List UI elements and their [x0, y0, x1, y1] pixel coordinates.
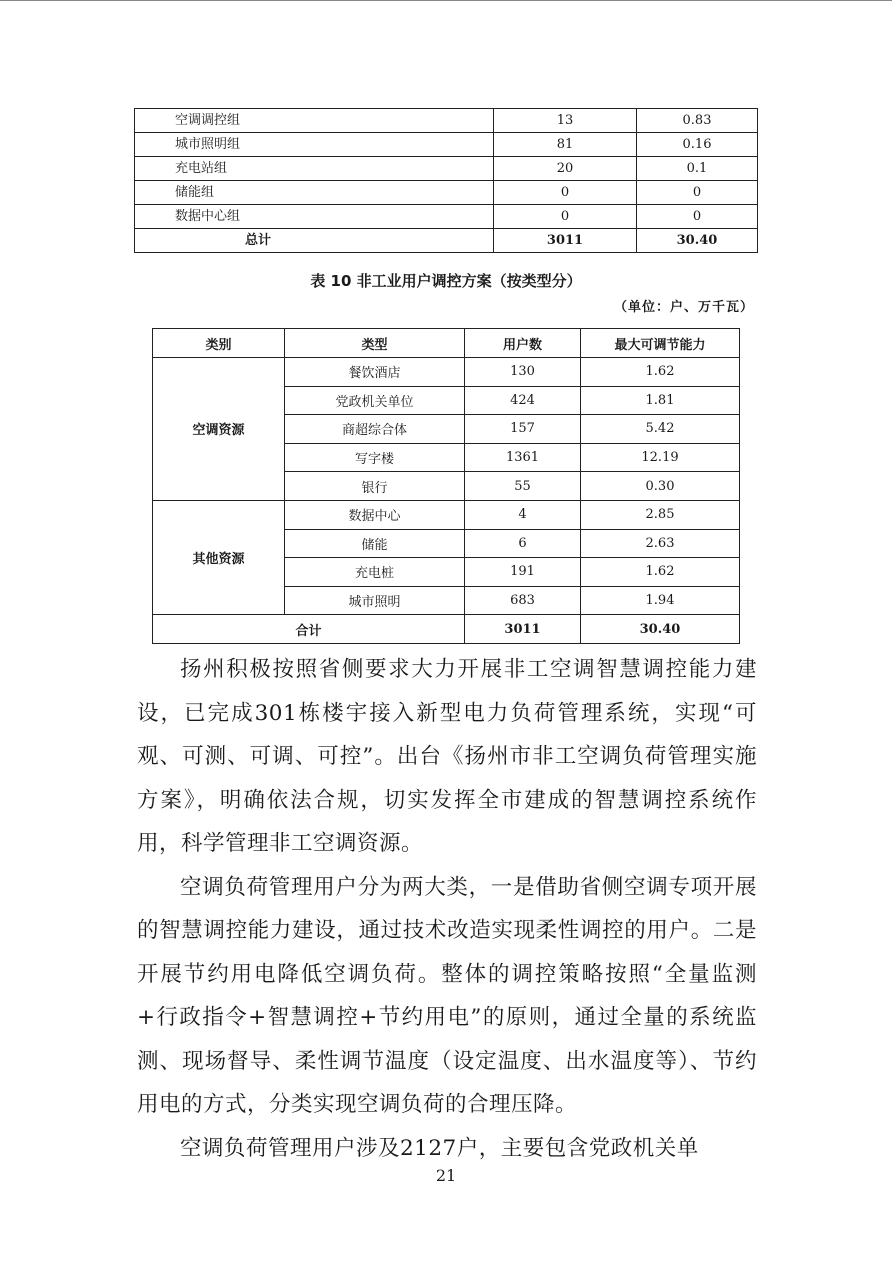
table-header-row: [153, 329, 740, 358]
body-text: [137, 648, 757, 1170]
sum-label-cell: 合计: [153, 615, 465, 644]
type-cell: 城市照明: [285, 586, 465, 615]
table-row: [135, 181, 758, 205]
type-cell: 餐饮酒店: [285, 358, 465, 387]
type-cell: 商超综合体: [285, 415, 465, 444]
paragraph: 扬州积极按照省侧要求大力开展非工空调智慧调控能力建设，已完成301栋楼宇接入新型电力负荷管理系统，实现“可观、可测、可调、可控”。出台《扬州市非工空调负荷管理实施方案》，明确依法合规，切实发挥全市建成的智慧调控系统作用，科学管理非工空调资源。: [137, 657, 757, 856]
user-count-cell: 1361: [465, 443, 581, 472]
group-name-cell: 城市照明组: [135, 133, 494, 157]
category-cell: 空调资源: [153, 358, 285, 501]
page-number: 21: [435, 1166, 457, 1185]
paragraph: 空调负荷管理用户分为两大类，一是借助省侧空调专项开展的智慧调控能力建设，通过技术改造实现柔性调控的用户。二是开展节约用电降低空调负荷。整体的调控策略按照“全量监测+行政指令+智慧调控+节约用电”的原则，通过全量的系统监测、现场督导、柔性调节温度（设定温度、出水温度等）、节约用电的方式，分类实现空调负荷的合理压降。: [137, 874, 757, 1117]
capacity-cell: 0: [637, 205, 758, 229]
header-category: 类别: [153, 329, 285, 358]
user-count-cell: 157: [465, 415, 581, 444]
type-cell: 充电桩: [285, 558, 465, 587]
type-cell: 银行: [285, 472, 465, 501]
user-count-cell: 683: [465, 586, 581, 615]
capacity-cell: 2.63: [581, 529, 740, 558]
capacity-cell: 1.62: [581, 558, 740, 587]
user-count-cell: 81: [494, 133, 637, 157]
table-total-row: [135, 229, 758, 253]
total-label-cell: 总计: [135, 229, 494, 253]
user-count-cell: 0: [494, 205, 637, 229]
capacity-cell: 1.81: [581, 386, 740, 415]
paragraph: 空调负荷管理用户涉及2127户，主要包含党政机关单: [180, 1135, 699, 1161]
user-count-cell: 55: [465, 472, 581, 501]
capacity-cell: 0.83: [637, 109, 758, 133]
header-type: 类型: [285, 329, 465, 358]
type-cell: 储能: [285, 529, 465, 558]
total-capacity-cell: 30.40: [637, 229, 758, 253]
header-users: 用户数: [465, 329, 581, 358]
group-name-cell: 储能组: [135, 181, 494, 205]
total-users-cell: 3011: [494, 229, 637, 253]
user-count-cell: 6: [465, 529, 581, 558]
type-cell: 写字楼: [285, 443, 465, 472]
capacity-cell: 1.94: [581, 586, 740, 615]
group-name-cell: 充电站组: [135, 157, 494, 181]
user-count-cell: 4: [465, 500, 581, 529]
table-caption: 表 10 非工业用户调控方案（按类型分）: [310, 272, 582, 290]
group-name-cell: 数据中心组: [135, 205, 494, 229]
table-row: [153, 358, 740, 387]
user-count-cell: 191: [465, 558, 581, 587]
page-top-border: [0, 0, 892, 2]
sum-capacity-cell: 30.40: [581, 615, 740, 644]
capacity-cell: 12.19: [581, 443, 740, 472]
table-row: [135, 205, 758, 229]
sum-users-cell: 3011: [465, 615, 581, 644]
user-count-cell: 13: [494, 109, 637, 133]
capacity-cell: 1.62: [581, 358, 740, 387]
user-count-cell: 0: [494, 181, 637, 205]
capacity-cell: 0.16: [637, 133, 758, 157]
non-industrial-regulation-table: [152, 328, 740, 644]
user-count-cell: 424: [465, 386, 581, 415]
table-row: [135, 109, 758, 133]
header-capacity: 最大可调节能力: [581, 329, 740, 358]
type-cell: 党政机关单位: [285, 386, 465, 415]
table-row: [135, 133, 758, 157]
table-sum-row: [153, 615, 740, 644]
type-cell: 数据中心: [285, 500, 465, 529]
capacity-cell: 0.30: [581, 472, 740, 501]
capacity-cell: 0: [637, 181, 758, 205]
capacity-cell: 2.85: [581, 500, 740, 529]
table-unit-note: （单位：户、万千瓦）: [613, 300, 754, 315]
user-count-cell: 130: [465, 358, 581, 387]
table-row: [135, 157, 758, 181]
user-count-cell: 20: [494, 157, 637, 181]
capacity-cell: 5.42: [581, 415, 740, 444]
table-row: [153, 500, 740, 529]
category-cell: 其他资源: [153, 500, 285, 614]
regulation-group-table: [134, 108, 758, 253]
group-name-cell: 空调调控组: [135, 109, 494, 133]
capacity-cell: 0.1: [637, 157, 758, 181]
